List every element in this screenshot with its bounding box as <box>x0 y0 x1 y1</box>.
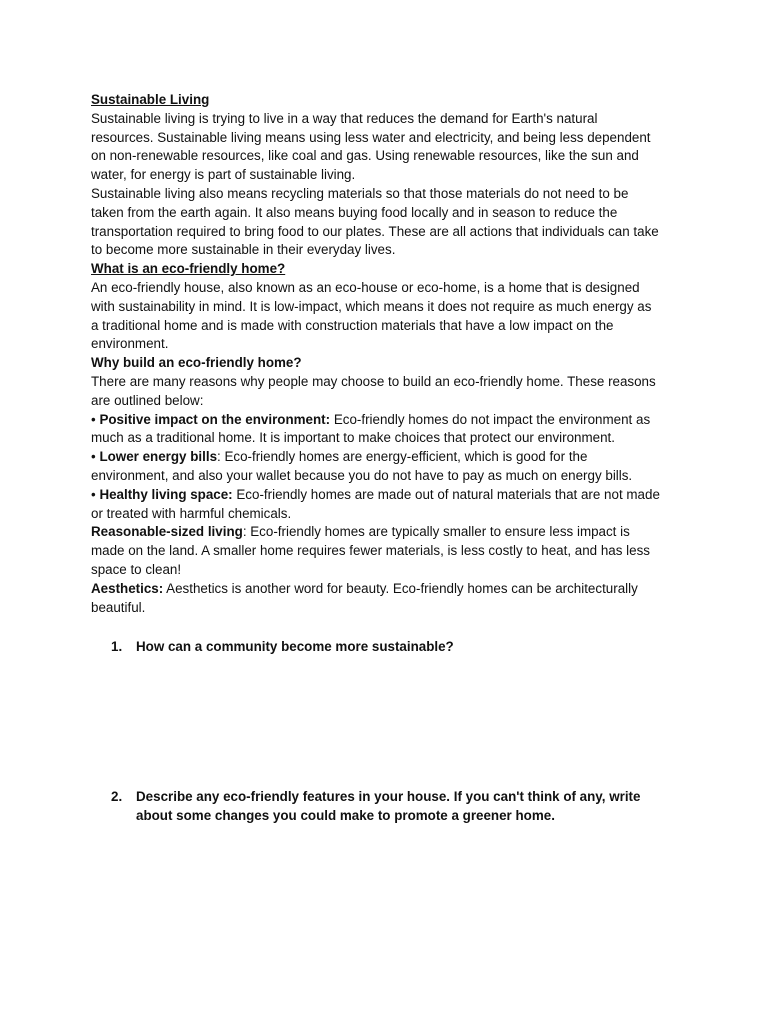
document-title: Sustainable Living <box>91 92 210 107</box>
text-line: on non-renewable resources, like coal and gas. Using renewable resources, like the sun and <box>91 148 639 164</box>
reason-item <box>91 580 691 618</box>
reason-text: Eco-friendly homes are made out of natural materials that are not made <box>232 486 660 502</box>
why-paragraph <box>91 373 691 411</box>
question-text: Describe any eco-friendly features in your house. If you can't think of any, write <box>136 789 641 804</box>
reason-text: much as a traditional home. It is important to make choices that protect our environment. <box>91 430 615 446</box>
reason-term: Positive impact on the environment: <box>99 411 331 427</box>
reason-item <box>91 486 691 524</box>
text-line: resources. Sustainable living means using less water and electricity, and being less dependent <box>91 129 651 145</box>
heading-eco-home: What is an eco-friendly home? <box>91 261 286 277</box>
document-body <box>91 91 691 617</box>
text-line: Sustainable living is trying to live in a way that reduces the demand for Earth's natural <box>91 110 598 126</box>
text-line: There are many reasons why people may choose to build an eco-friendly home. These reasons <box>91 373 656 389</box>
reason-term: Lower energy bills <box>99 449 218 465</box>
text-line: An eco-friendly house, also known as an eco-house or eco-home, is a home that is designed <box>91 279 640 295</box>
reason-text: : Eco-friendly homes are energy-efficient, which is good for the <box>217 449 588 465</box>
question-text: How can a community become more sustainable? <box>136 639 454 654</box>
reason-term: Aesthetics: <box>91 580 164 596</box>
text-line: a traditional home and is made with construction materials that have a low impact on the <box>91 317 614 333</box>
bullet-icon: • <box>91 486 96 502</box>
reason-term: Healthy living space: <box>99 486 233 502</box>
question-number: 1. <box>111 639 123 654</box>
text-line: are outlined below: <box>91 392 204 408</box>
reason-text: Eco-friendly homes do not impact the environment as <box>330 411 651 427</box>
text-line: Sustainable living also means recycling materials so that those materials do not need to be <box>91 185 629 201</box>
reason-item <box>91 448 691 486</box>
bullet-icon: • <box>91 411 96 427</box>
reason-text: environment, and also your wallet because you do not have to pay as much on energy bills. <box>91 467 633 483</box>
question-2 <box>111 788 691 826</box>
bullet-icon: • <box>91 449 96 465</box>
reason-text: : Eco-friendly homes are typically smaller to ensure less impact is <box>242 524 630 540</box>
heading-why: Why build an eco-friendly home? <box>91 355 302 371</box>
text-line: transportation required to bring food to our plates. These are all actions that individuals can take <box>91 223 659 239</box>
reason-item <box>91 523 691 579</box>
text-line: water, for energy is part of sustainable living. <box>91 167 356 183</box>
question-1 <box>111 638 691 657</box>
eco-home-paragraph <box>91 279 691 354</box>
reason-text: made on the land. A smaller home requires fewer materials, is less costly to heat, and has less <box>91 543 650 559</box>
reason-item <box>91 411 691 449</box>
text-line: environment. <box>91 336 169 352</box>
reason-text: space to clean! <box>91 561 182 577</box>
text-line: taken from the earth again. It also means buying food locally and in season to reduce the <box>91 204 618 220</box>
text-line: to become more sustainable in their everyday lives. <box>91 242 396 258</box>
reason-text: or treated with harmful chemicals. <box>91 505 292 521</box>
question-text: about some changes you could make to promote a greener home. <box>136 807 555 823</box>
intro-paragraph <box>91 110 691 260</box>
reason-text: Aesthetics is another word for beauty. Eco-friendly homes can be architecturally <box>163 580 638 596</box>
text-line: with sustainability in mind. It is low-impact, which means it does not require as much energy as <box>91 298 652 314</box>
reason-text: beautiful. <box>91 599 146 615</box>
question-number: 2. <box>111 789 123 804</box>
reason-term: Reasonable-sized living <box>91 524 243 540</box>
